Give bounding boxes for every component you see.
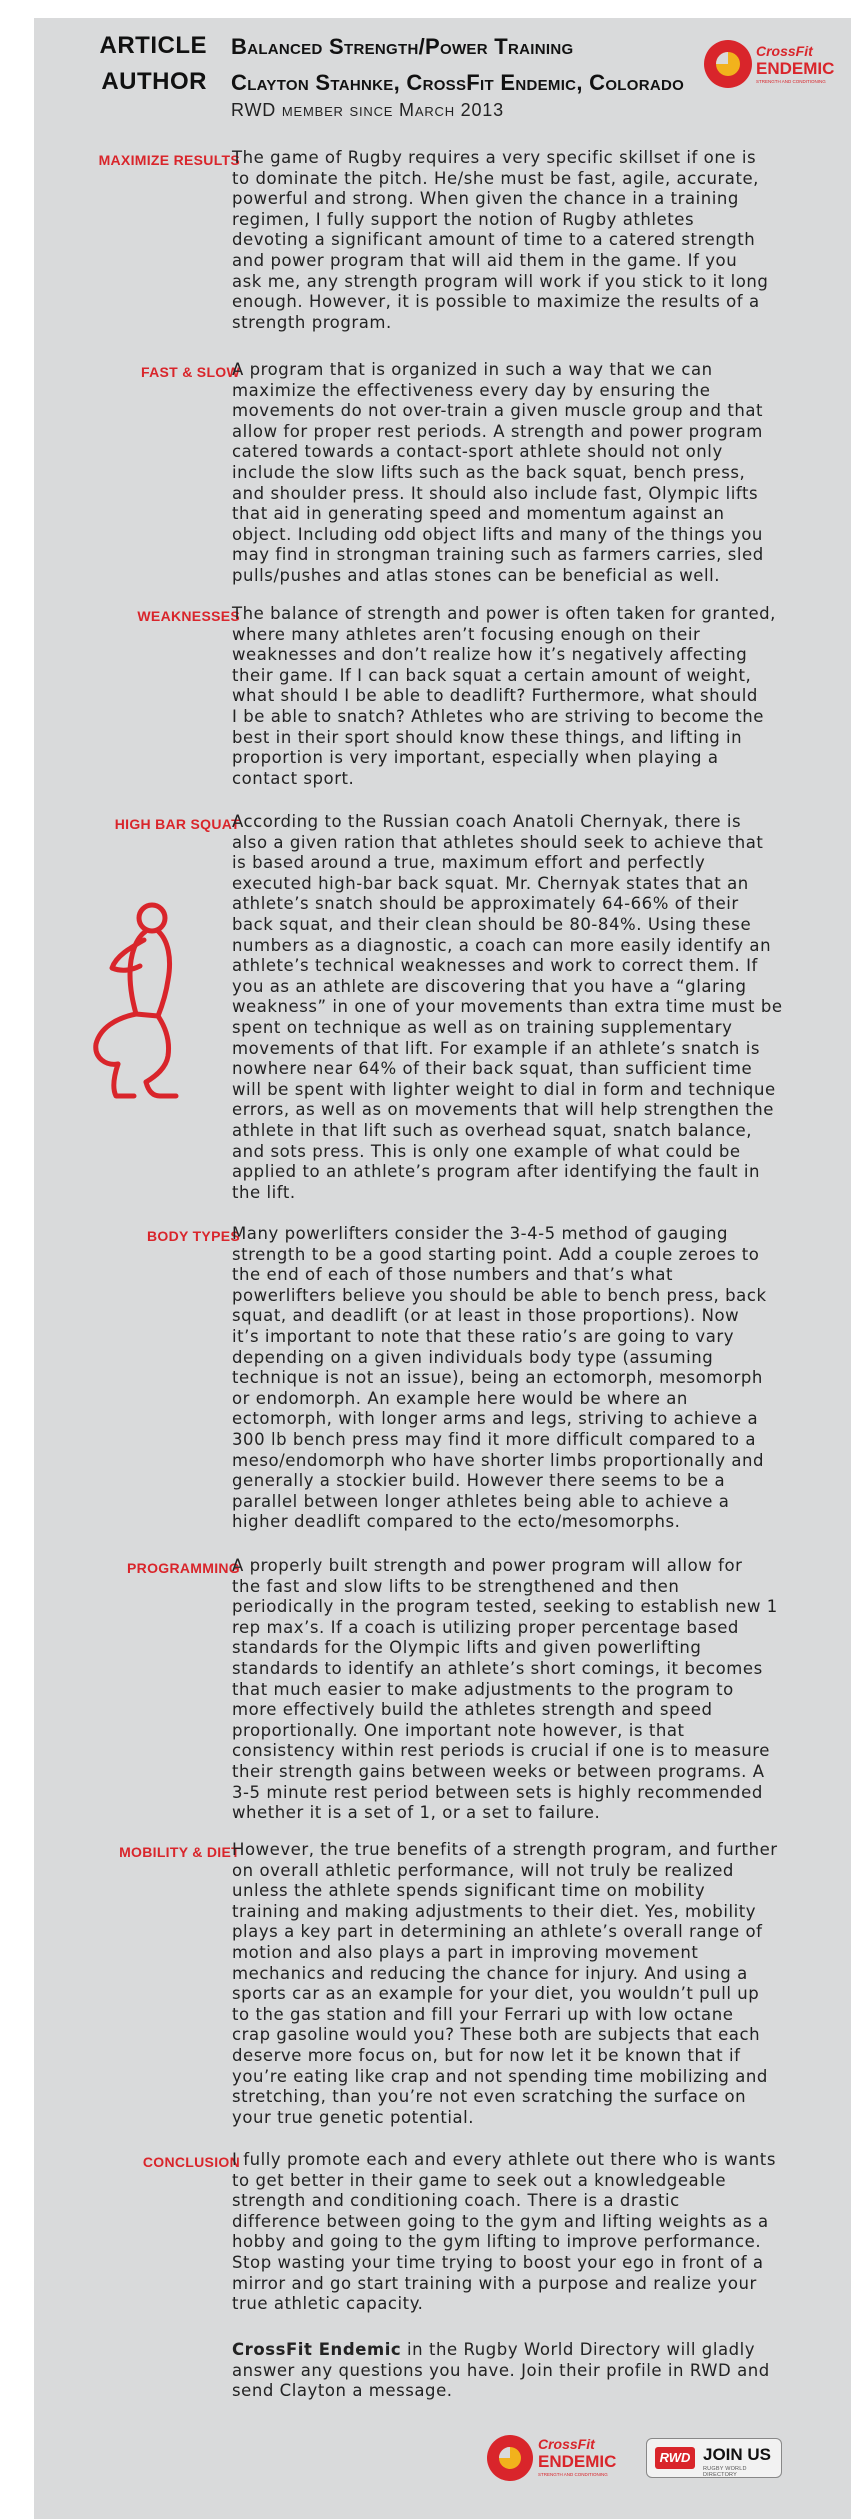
- body-line: to dominate the pitch. He/she must be fast, agile, accurate,: [232, 168, 759, 188]
- body-line: true athletic capacity.: [232, 2294, 424, 2314]
- section-label-high-bar-squat: HIGH BAR SQUAT: [114, 816, 240, 832]
- body-line: movements of that lift. For example if an athlete’s snatch is: [232, 1038, 760, 1058]
- crossfit-endemic-logo: [702, 36, 835, 92]
- logo-text-2: ENDEMIC: [756, 59, 835, 78]
- section-label-mobility-diet: MOBILITY & DIET: [119, 1844, 240, 1860]
- body-line: I fully promote each and every athlete out there who is wants: [232, 2150, 776, 2169]
- section-body-mobility-diet: [232, 1840, 827, 2128]
- body-line: your true genetic potential.: [232, 2107, 475, 2127]
- body-line: A program that is organized in such a way that we can: [232, 360, 713, 379]
- body-line: hobby and going to the gym lifting to improve performance.: [232, 2232, 762, 2252]
- body-line: you’re eating like crap and not spending time mobilizing and: [232, 2066, 768, 2086]
- closing-line-3: send Clayton a message.: [232, 2381, 453, 2401]
- body-line: where many athletes aren’t focusing enough on their: [232, 624, 701, 644]
- body-line: proportion is very important, especially when playing a: [232, 748, 719, 768]
- body-line: parallel between longer athletes being able to achieve a: [232, 1491, 730, 1511]
- body-line: strength and conditioning coach. There is a drastic: [232, 2191, 680, 2211]
- section-label-programming: PROGRAMMING: [127, 1560, 240, 1576]
- body-line: athlete’s snatch should be approximately 64-66% of their: [232, 894, 739, 914]
- body-line: weaknesses and don’t realize how it’s negatively affecting: [232, 645, 748, 665]
- body-line: 300 lb bench press may find it more difficult compared to a: [232, 1429, 757, 1449]
- body-line: technique is not an issue), being an ectomorph, mesomorph: [232, 1368, 763, 1388]
- body-line: you as an athlete are discovering that you have a “glaring: [232, 976, 747, 996]
- body-line: what should I be able to deadlift? Furthermore, what should: [232, 686, 758, 706]
- body-line: weakness” in one of your movements than extra time must be: [232, 997, 783, 1017]
- section-body-maximize-results: [232, 148, 827, 333]
- body-line: difference between going to the gym and lifting weights as a: [232, 2211, 769, 2231]
- author-name: Clayton Stahnke, CrossFit Endemic, Colorado: [231, 70, 685, 95]
- join-us-label: JOIN US: [703, 2445, 772, 2464]
- section-body-conclusion: [232, 2150, 827, 2315]
- footer-logo-text-1: CrossFit: [538, 2436, 595, 2452]
- body-line: Stop wasting your time trying to boost your ego in front of a: [232, 2252, 764, 2272]
- body-line: According to the Russian coach Anatoli Chernyak, there is: [232, 812, 742, 831]
- body-line: to get better in their game to seek out a knowledgeable: [232, 2170, 727, 2190]
- section-label-body-types: BODY TYPES: [147, 1228, 240, 1244]
- body-line: higher deadlift compared to the ecto/mesomorphs.: [232, 1512, 681, 1532]
- body-line: that aid in generating speed and momentum against an: [232, 504, 725, 524]
- logo-text-3: STRENGTH AND CONDITIONING: [756, 79, 826, 84]
- body-line: standards for the Olympic lifts and given powerlifting: [232, 1638, 702, 1658]
- article-title: Balanced Strength/Power Training: [231, 34, 574, 59]
- body-line: devoting a significant amount of time to a catered strength: [232, 230, 756, 250]
- body-line: proportionally. One important note however, is that: [232, 1720, 685, 1740]
- closing-line-1: in the Rugby World Directory will gladly: [401, 2340, 756, 2359]
- body-line: it’s important to note that these ratio’s are going to vary: [232, 1326, 735, 1346]
- section-body-programming: [232, 1556, 827, 1824]
- member-since: RWD member since March 2013: [231, 100, 504, 120]
- body-line: maximize the effectiveness every day by ensuring the: [232, 380, 711, 400]
- body-line: catered towards a contact-sport athlete should not only: [232, 442, 723, 462]
- body-line: The game of Rugby requires a very specific skillset if one is: [232, 148, 757, 167]
- article-page: [34, 18, 851, 2519]
- body-line: meso/endomorph who have shorter limbs proportionally and: [232, 1450, 765, 1470]
- body-line: rep max’s. If a coach is utilizing proper percentage based: [232, 1617, 739, 1637]
- section-body-fast-slow: [232, 360, 827, 587]
- logo-text-1: CrossFit: [756, 43, 813, 59]
- body-line: A properly built strength and power program will allow for: [232, 1556, 743, 1575]
- body-line: is based around a true, maximum effort and perfectly: [232, 853, 706, 873]
- body-line: 3-5 minute rest period between sets is highly recommended: [232, 1782, 763, 1802]
- body-line: consistency within rest periods is crucial if one is to measure: [232, 1741, 770, 1761]
- join-us-button[interactable]: [646, 2438, 782, 2478]
- body-line: movements do not over-train a given muscle group and that: [232, 401, 764, 421]
- body-line: mirror and go start training with a purpose and realize your: [232, 2273, 757, 2293]
- footer-logo-text-2: ENDEMIC: [538, 2452, 617, 2471]
- body-line: strength to be a good starting point. Add a couple zeroes to: [232, 1244, 760, 1264]
- body-line: whether it is a set of 1, or a set to failure.: [232, 1803, 601, 1823]
- body-line: mechanics and reducing the chance for injury. And using a: [232, 1963, 748, 1983]
- body-line: that much easier to make adjustments to the program to: [232, 1679, 734, 1699]
- join-us-sublabel: RUGBY WORLD DIRECTORY: [703, 2466, 747, 2478]
- body-line: errors, as well as on movements that will help strengthen the: [232, 1100, 775, 1120]
- body-line: best in their sport should know these things, and lifting in: [232, 727, 743, 747]
- body-line: on overall athletic performance, will not truly be realized: [232, 1860, 734, 1880]
- crossfit-endemic-footer-logo[interactable]: [484, 2430, 617, 2484]
- section-label-weaknesses: WEAKNESSES: [137, 608, 240, 624]
- body-line: may find in strongman training such as farmers carries, sled: [232, 545, 764, 565]
- body-line: pulls/pushes and atlas stones can be beneficial as well.: [232, 565, 721, 585]
- body-line: However, the true benefits of a strength program, and further: [232, 1840, 778, 1859]
- body-line: athlete in that lift such as overhead squat, snatch balance,: [232, 1120, 753, 1140]
- body-line: regimen, I fully support the notion of Rugby athletes: [232, 209, 695, 229]
- body-line: allow for proper rest periods. A strength and power program: [232, 421, 763, 441]
- body-line: contact sport.: [232, 768, 355, 788]
- body-line: applied to an athlete’s program after identifying the fault in: [232, 1162, 761, 1182]
- body-line: periodically in the program tested, seeking to establish new 1: [232, 1597, 778, 1617]
- body-line: generally a stockier build. However there seems to be a: [232, 1471, 726, 1491]
- body-line: training and making adjustments to their diet. Yes, mobility: [232, 1901, 757, 1921]
- body-line: executed high-bar back squat. Mr. Chernyak states that an: [232, 873, 749, 893]
- body-line: powerlifters believe you should be able to bench press, back: [232, 1285, 767, 1305]
- body-line: strength program.: [232, 312, 392, 332]
- body-line: squat, and deadlift (or at least in those proportions). Now: [232, 1306, 740, 1326]
- body-line: more effectively build the athletes strength and speed: [232, 1700, 713, 1720]
- body-line: the lift.: [232, 1182, 296, 1202]
- body-line: nowhere near 64% of their back squat, than sufficient time: [232, 1059, 753, 1079]
- section-body-body-types: [232, 1224, 827, 1533]
- body-line: motion and also plays a part in improving movement: [232, 1942, 699, 1962]
- body-line: the end of each of those numbers and that’s what: [232, 1265, 674, 1285]
- body-line: to the gas station and fill your Ferrari up with low octane: [232, 2004, 734, 2024]
- body-line: standards to identify an athlete’s short comings, it becomes: [232, 1658, 763, 1678]
- body-line: will be spent with lighter weight to dial in form and technique: [232, 1079, 776, 1099]
- body-line: object. Including odd object lifts and many of the things you: [232, 524, 763, 544]
- section-body-high-bar-squat: [232, 812, 827, 1203]
- body-line: stretching, than you’re not even scratching the surface on: [232, 2087, 747, 2107]
- closing-brand: CrossFit Endemic: [232, 2340, 402, 2359]
- body-line: crap gasoline would you? These both are subjects that each: [232, 2025, 761, 2045]
- section-label-fast-slow: FAST & SLOW: [141, 364, 240, 380]
- section-label-conclusion: CONCLUSION: [142, 2154, 240, 2170]
- body-line: plays a key part in determining an athlete’s overall range of: [232, 1922, 763, 1942]
- body-line: The balance of strength and power is often taken for granted,: [232, 604, 776, 623]
- body-line: sports car as an example for your diet, you wouldn’t pull up: [232, 1984, 760, 2004]
- body-line: and sots press. This is only one example of what could be: [232, 1141, 741, 1161]
- body-line: ectomorph, with longer arms and legs, striving to achieve a: [232, 1409, 759, 1429]
- body-line: I be able to snatch? Athletes who are striving to become the: [232, 706, 764, 726]
- article-label: ARTICLE: [99, 32, 207, 59]
- body-line: and shoulder press. It should also include fast, Olympic lifts: [232, 483, 759, 503]
- body-line: enough. However, it is possible to maximize the results of a: [232, 292, 760, 312]
- closing-paragraph: [232, 2340, 827, 2402]
- body-line: athlete’s technical weaknesses and work to correct them. If: [232, 956, 758, 976]
- section-label-maximize-results: MAXIMIZE RESULTS: [98, 152, 240, 168]
- body-line: include the slow lifts such as the back squat, bench press,: [232, 462, 746, 482]
- body-line: back squat, and their clean should be 80-84%. Using these: [232, 914, 752, 934]
- body-line: unless the athlete spends significant time on mobility: [232, 1881, 706, 1901]
- section-body-weaknesses: [232, 604, 827, 789]
- body-line: their strength gains between weeks or between programs. A: [232, 1761, 765, 1781]
- body-line: Many powerlifters consider the 3-4-5 method of gauging: [232, 1224, 729, 1243]
- body-line: deserve more focus on, but for now let it be known that if: [232, 2045, 741, 2065]
- body-line: ask me, any strength program will work if you stick to it long: [232, 271, 769, 291]
- body-line: depending on a given individuals body type (assuming: [232, 1347, 714, 1367]
- closing-line-2: answer any questions you have. Join their profile in RWD and: [232, 2360, 770, 2380]
- body-line: and power program that will aid them in the game. If you: [232, 250, 738, 270]
- body-line: or endomorph. An example here would be where an: [232, 1388, 688, 1408]
- body-line: their game. If I can back squat a certain amount of weight,: [232, 665, 752, 685]
- footer-logo-text-3: STRENGTH AND CONDITIONING: [538, 2472, 608, 2477]
- author-label: AUTHOR: [101, 68, 207, 95]
- body-line: powerful and strong. When given the chance in a training: [232, 189, 739, 209]
- body-line: also a given ration that athletes should seek to achieve that: [232, 832, 764, 852]
- squatting-athlete-illustration: [86, 896, 186, 1106]
- rwd-badge-icon: RWD: [655, 2447, 695, 2469]
- body-line: the fast and slow lifts to be strengthened and then: [232, 1576, 680, 1596]
- body-line: numbers as a diagnostic, a coach can more easily identify an: [232, 935, 772, 955]
- body-line: spent on technique as well as on training supplementary: [232, 1017, 733, 1037]
